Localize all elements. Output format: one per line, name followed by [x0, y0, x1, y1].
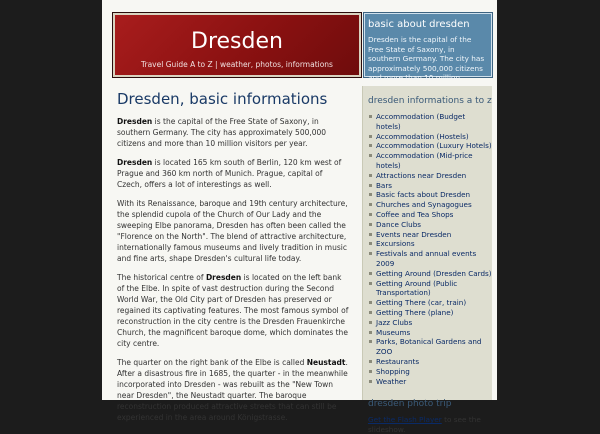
paragraph-3: With its Renaissance, baroque and 19th century architecture, the splendid cupola of the Church of Our Lady and the sweeping Elbe panorama, Dresden has often been called the "Florence on the North". The blend of attractive architecture, internationally famous museums and lively tradition in music and fine arts, shape Dresden's cultural life today. [117, 199, 348, 263]
paragraph-text: is located 165 km south of Berlin, 120 km west of Prague and 360 km north of Munich. Prague, capital of Czech, offers a lot of interestings as well. [117, 158, 342, 189]
bold-term: Neustadt [306, 358, 346, 367]
flash-player-link[interactable]: Get the Flash Player [368, 415, 442, 425]
paragraph-1 [117, 116, 349, 149]
about-box [363, 12, 493, 82]
paragraph-text: The quarter on the right bank of the Elbe is called [117, 358, 307, 367]
sidebar-link[interactable]: Attractions near Dresden [367, 171, 492, 181]
sidebar-link[interactable]: Accommodation (Hostels) [367, 132, 492, 142]
main-content [117, 90, 349, 431]
sidebar-link[interactable]: Accommodation (Mid-price hotels) [367, 151, 492, 171]
paragraph-text: is the capital of the Free State of Saxony, in southern Germany. The city has approximately 500,000 citizens and more than 10 million visitors per year. [117, 117, 327, 148]
sidebar-title: dresden informations a to z [368, 96, 492, 106]
about-box-text: Dresden is the capital of the Free State of Saxony, in southern Germany. The city has approximately 500,000 citizens and more than 10 million [368, 35, 485, 82]
bold-term: Dresden [205, 273, 242, 282]
paragraph-text: . After a disastrous fire in 1685, the quarter - in the meanwhile incorporated into Dresden - was rebuilt as the "New Town near Dresden", the Neustadt quarter. The baroque reconstruction produced attractive streets that can still be experienced in the area around Königstrasse. [117, 358, 348, 422]
sidebar-link[interactable]: Shopping [367, 367, 492, 377]
site-title[interactable]: Dresden [191, 29, 283, 54]
photo-trip-title: dresden photo trip [368, 399, 452, 410]
paragraph-5 [117, 357, 349, 423]
sidebar-link[interactable]: Excursions [367, 239, 492, 249]
sidebar-link[interactable]: Getting Around (Dresden Cards) [367, 269, 492, 279]
sidebar-link[interactable]: Accommodation (Budget hotels) [367, 112, 492, 132]
sidebar-link[interactable]: Restaurants [367, 357, 492, 367]
sidebar-link[interactable]: Bars [367, 181, 492, 191]
sidebar-link[interactable]: Parks, Botanical Gardens and ZOO [367, 337, 492, 357]
paragraph-text: is located on the left bank of the Elbe. In spite of vast destruction during the Second World War, the Old City part of Dresden has preserved or regained its captivating features. The most famous symbol of reconstruction in the city centre is the Dresden Frauenkirche Church, the magnificent baroque dome, which dominates the city centre. [117, 273, 349, 348]
photo-trip-suffix: to see the slideshow. [368, 415, 481, 434]
paragraph-text: The historical centre of [117, 273, 206, 282]
bold-term: Dresden [117, 117, 153, 126]
sidebar-link[interactable]: Events near Dresden [367, 230, 492, 240]
site-tagline: Travel Guide A to Z | weather, photos, informations [141, 60, 333, 69]
paragraph-2 [117, 157, 349, 190]
sidebar-link[interactable]: Coffee and Tea Shops [367, 210, 492, 220]
sidebar-link[interactable]: Getting There (plane) [367, 308, 492, 318]
sidebar-link[interactable]: Basic facts about Dresden [367, 190, 492, 200]
sidebar-list [367, 112, 492, 386]
sidebar-link[interactable]: Churches and Synagogues [367, 200, 492, 210]
sidebar-link[interactable]: Dance Clubs [367, 220, 492, 230]
sidebar [362, 86, 492, 434]
sidebar-link[interactable]: Jazz Clubs [367, 318, 492, 328]
sidebar-link[interactable]: Festivals and annual events 2009 [367, 249, 492, 269]
photo-trip-text [368, 415, 488, 434]
page-title: Dresden, basic informations [117, 90, 328, 108]
sidebar-link[interactable]: Getting Around (Public Transportation) [367, 279, 492, 299]
sidebar-link[interactable]: Museums [367, 328, 492, 338]
paragraph-4 [117, 272, 349, 349]
bold-term: Dresden [117, 158, 153, 167]
site-header [112, 12, 362, 78]
about-box-title: basic about dresden [368, 19, 470, 30]
sidebar-link[interactable]: Getting There (car, train) [367, 298, 492, 308]
sidebar-link[interactable]: Weather [367, 377, 492, 387]
sidebar-link[interactable]: Accommodation (Luxury Hotels) [367, 141, 492, 151]
